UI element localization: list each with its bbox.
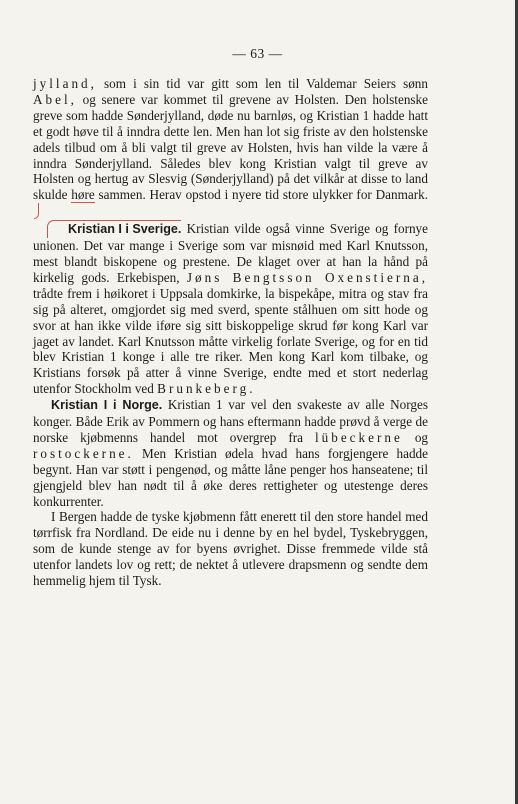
spaced-name-brunkeberg: Brunkeberg.: [157, 381, 256, 397]
text-run: trådte frem i høikoret i Uppsala domkirke, la bispekåpe, mitra og stav fra sig på alteret, omgjordet sig med sverd, spente stålhuen om sitt hode og svor at han ikke vilde iføre sig sitt biskoppelige skrud før kong Karl var jaget av landet. Karl Knutsson måtte virkelig forlate Sverige, og for en tid blev Kristian 1 konge i alle tre riker. Men kong Karl kom tilbake, og Kristians forsøk på atter å vinne Sverige, endte med et stort nederlag utenfor Stockholm ved: [33, 285, 428, 397]
text-run: og: [402, 429, 428, 445]
spaced-word-jylland: jylland,: [33, 76, 97, 91]
paragraph-bergen: I Bergen hadde de tyske kjøbmenn fått enerett til den store handel med tørrfisk fra Nordland. De eide nu i denne by en hel bydel, Tyskebryggen, som de kunde stenge av for byens øvrighet. Disse fremmede vilde stå utenfor landets lov og rett; de nektet å utlevere drapsmenn og sendte dem hemmelig hjem til Tysk.: [33, 509, 428, 589]
page-number: — 63 —: [232, 46, 283, 61]
text-run: Kristian 1 var vel den svakeste av alle Norges konger. Både Erik av Pommern og hans eftermann hadde prøvd å verge de norske kjøbmenns handel mot overgrep fra: [33, 397, 428, 445]
spaced-name-lubeckerne: lübeckerne: [314, 429, 403, 445]
text-run: Kristian vilde også vinne Sverige og fornye unionen. Det var mange i Sverige som var misnøid med Karl Knutsson, mest blandt biskopene og prestene. De klaget over at han la hånd på kirkelig gods. Erkebispen,: [33, 221, 428, 285]
paragraph-sonderjylland: [33, 76, 428, 220]
paragraph-sverige: [33, 220, 428, 397]
paragraph-norge: [33, 397, 428, 509]
text-run: som i sin tid var gitt som len til Valdemar Seiers sønn: [96, 76, 428, 91]
text-run: og senere var kommet til grevene av Holsten. Den holstenske greve som hadde Sønderjylland, døde nu barnløs, og Kristian 1 hadde hatt et godt høve til å inndra dette len. Men han lot sig friste av den holstenske adels tilbud om å bli valgt til greve av Holsten, hvis han vilde la være å inndra Sønderjylland. Således blev kong Kristian valgt til greve av Holsten og hertug av Slesvig (Sønderjylland) på det vilkår at disse to land skulde: [33, 91, 428, 203]
section-heading-sverige: Kristian I i Sverige.: [68, 222, 182, 237]
section-heading-norge: Kristian I i Norge.: [51, 398, 163, 413]
spaced-name-jons-bengtsson: Jøns Bengtsson Oxenstierna,: [186, 269, 428, 285]
body-text: [33, 76, 428, 589]
text-run: Men Kristian ødela hvad hans forgjengere hadde begynt. Han var støtt i pengenød, og måtte låne penger hos hanseatene; til gjengjeld blev han nødt til å øke deres rettigheter og utestenge deres konkurrenter.: [33, 445, 428, 509]
text-run: sammen. Herav opstod i nyere tid store ulykker for Danmark.: [94, 187, 428, 203]
spaced-name-abel: Abel,: [33, 91, 77, 107]
underlined-word-hore: høre: [71, 187, 95, 203]
spaced-name-rostockerne: rostockerne.: [33, 445, 134, 461]
red-pencil-mark: [34, 203, 39, 219]
red-pencil-mark-heading: [47, 220, 181, 238]
